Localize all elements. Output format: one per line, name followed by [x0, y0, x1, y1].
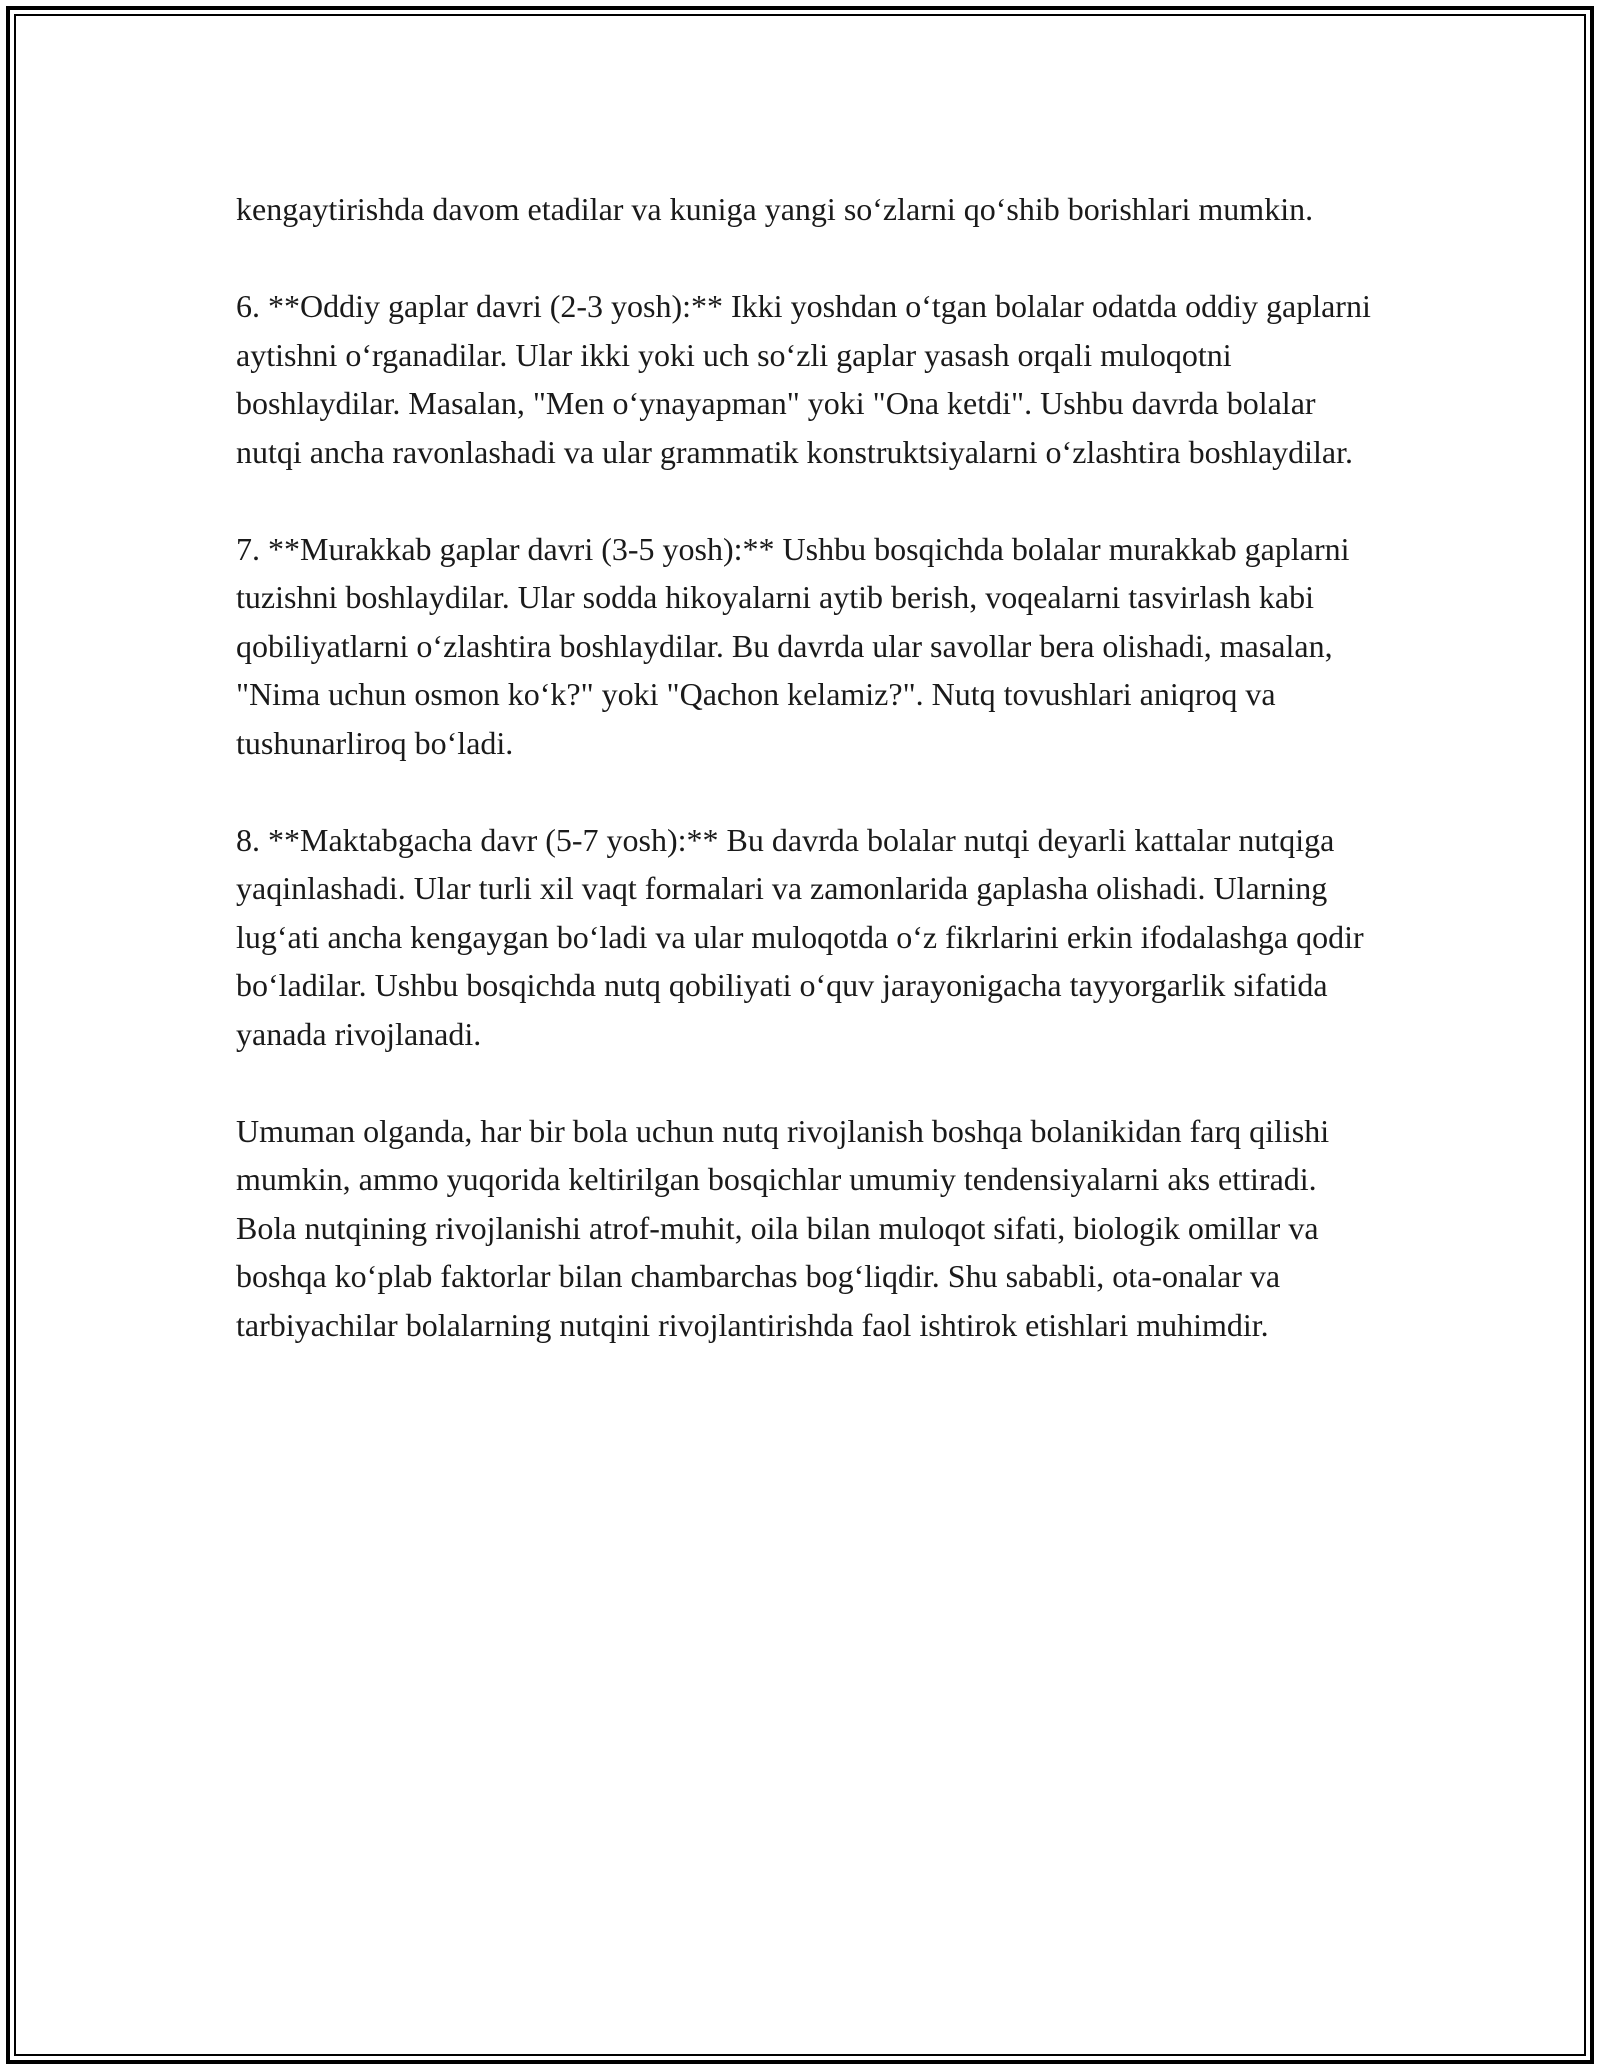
document-body	[236, 185, 1371, 1349]
paragraph-preschool-stage: 8. **Maktabgacha davr (5-7 yosh):** Bu davrda bolalar nutqi deyarli kattalar nutqiga yaqinlashadi. Ular turli xil vaqt formalari va zamonlarida gaplasha olishadi. Ularning lug‘ati ancha kengaygan bo‘ladi va ular muloqotda o‘z fikrlarini erkin ifodalashga qodir bo‘ladilar. Ushbu bosqichda nutq qobiliyati o‘quv jarayonigacha tayyorgarlik sifatida yanada rivojlanadi.	[236, 821, 1364, 1052]
paragraph-continuation: kengaytirishda davom etadilar va kuniga yangi so‘zlarni qo‘shib borishlari mumkin.	[236, 191, 1314, 227]
paragraph-complex-sentences-stage: 7. **Murakkab gaplar davri (3-5 yosh):** Ushbu bosqichda bolalar murakkab gaplarni tuzishni boshlaydilar. Ular sodda hikoyalarni aytib berish, voqealarni tasvirlash kabi qobiliyatlarni o‘zlashtira boshlaydilar. Bu davrda ular savollar bera olishadi, masalan, "Nima uchun osmon ko‘k?" yoki "Qachon kelamiz?". Nutq tovushlari aniqroq va tushunarliroq bo‘ladi.	[236, 530, 1350, 761]
paragraph-simple-sentences-stage: 6. **Oddiy gaplar davri (2-3 yosh):** Ikki yoshdan o‘tgan bolalar odatda oddiy gaplarni aytishni o‘rganadilar. Ular ikki yoki uch so‘zli gaplar yasash orqali muloqotni boshlaydilar. Masalan, "Men o‘ynayapman" yoki "Ona ketdi". Ushbu davrda bolalar nutqi ancha ravonlashadi va ular grammatik konstruktsiyalarni o‘zlashtira boshlaydilar.	[236, 288, 1371, 470]
paragraph-conclusion: Umuman olganda, har bir bola uchun nutq rivojlanish boshqa bolanikidan farq qilishi mumkin, ammo yuqorida keltirilgan bosqichlar umumiy tendensiyalarni aks ettiradi. Bola nutqining rivojlanishi atrof-muhit, oila bilan muloqot sifati, biologik omillar va boshqa ko‘plab faktorlar bilan chambarchas bog‘liqdir. Shu sababli, ota-onalar va tarbiyachilar bolalarning nutqini rivojlantirishda faol ishtirok etishlari muhimdir.	[236, 1112, 1330, 1343]
